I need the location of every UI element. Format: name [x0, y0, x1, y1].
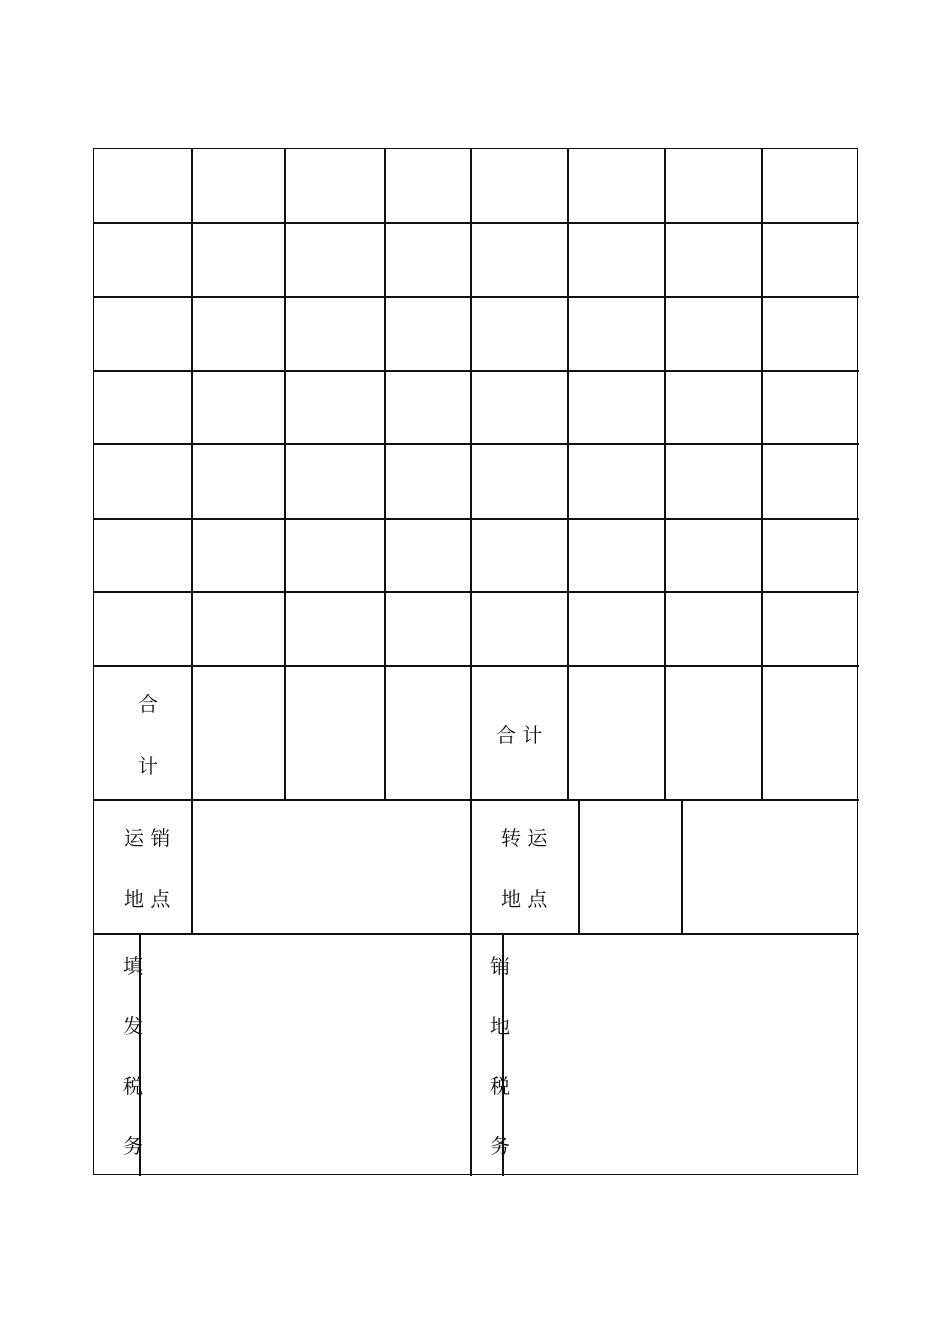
sign-right-char: 税 [490, 1074, 510, 1098]
col-divider [761, 149, 763, 799]
total-label-left-char: 计 [138, 754, 158, 778]
row-divider [94, 665, 859, 667]
col-divider [681, 799, 683, 933]
col-divider [284, 149, 286, 799]
total-label-mid: 合 计 [496, 723, 543, 747]
row-divider [94, 370, 859, 372]
place-right-line2: 地 点 [501, 887, 548, 911]
row-divider [94, 518, 859, 520]
row-divider [94, 222, 859, 224]
sign-left-char: 税 [123, 1074, 143, 1098]
place-left-line1: 运 销 [124, 826, 171, 850]
sign-left-char: 填 [123, 954, 143, 978]
sign-right-char: 销 [490, 954, 510, 978]
sign-right-char: 地 [490, 1014, 510, 1038]
row-divider [94, 296, 859, 298]
total-label-left [138, 694, 158, 776]
col-divider [384, 149, 386, 799]
sign-right-char: 务 [490, 1134, 510, 1158]
sign-label-right [490, 956, 510, 1156]
col-divider [578, 799, 580, 933]
place-left-line2: 地 点 [124, 887, 171, 911]
col-divider [191, 149, 193, 799]
total-label-left-char: 合 [138, 692, 158, 716]
place-right-line1: 转 运 [501, 826, 548, 850]
tax-form-table [93, 148, 858, 1175]
col-divider [191, 799, 193, 933]
sign-left-char: 发 [123, 1014, 143, 1038]
col-divider [470, 149, 472, 1176]
row-divider [94, 933, 859, 935]
col-divider [664, 149, 666, 799]
col-divider [567, 149, 569, 799]
sign-label-left [123, 956, 143, 1156]
row-divider [94, 591, 859, 593]
row-divider [94, 799, 859, 801]
row-divider [94, 443, 859, 445]
sign-left-char: 务 [123, 1134, 143, 1158]
